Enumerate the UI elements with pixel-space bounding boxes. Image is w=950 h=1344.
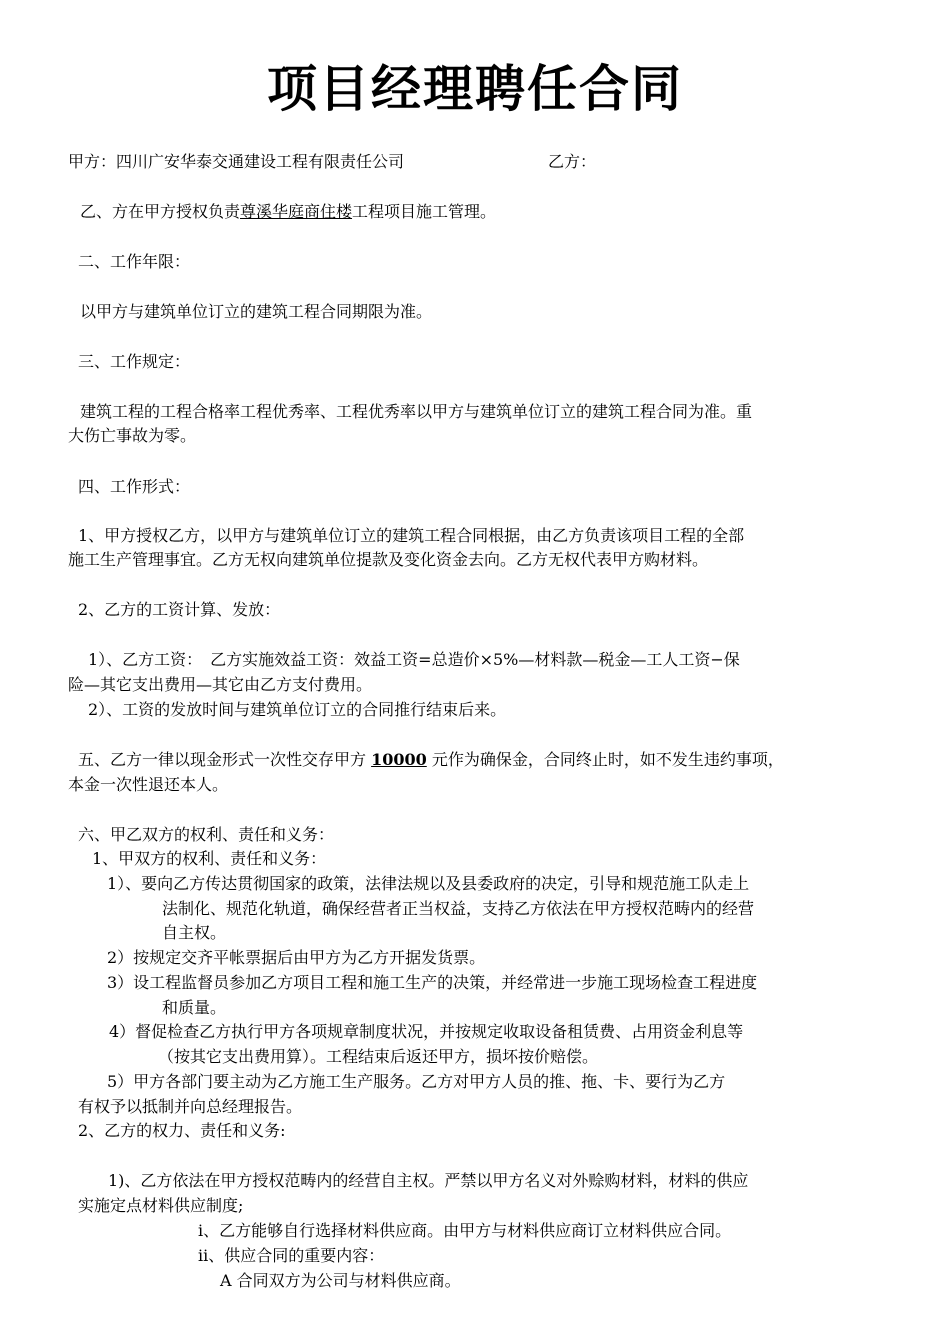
- section-2-body: 以甲方与建筑单位订立的建筑工程合同期限为准。: [80, 302, 433, 321]
- document-title: 项目经理聘任合同: [267, 60, 683, 118]
- section-6-b-ii: ⅱ、供应合同的重要内容：: [198, 1246, 385, 1265]
- section-4-item1-line1: 1、甲方授权乙方，以甲方与建筑单位订立的建筑工程合同根据，由乙方负责该项目工程的全部: [78, 526, 745, 545]
- section-6-b-i: ⅰ、乙方能够自行选择材料供应商。由甲方与材料供应商订立材料供应合同。: [198, 1221, 732, 1240]
- section-6-b-title: 2、乙方的权力、责任和义务:: [78, 1121, 286, 1140]
- section-6-a-2: 2）按规定交齐平帐票据后由甲方为乙方开据发货票。: [107, 948, 486, 967]
- section-4-item2-1-line1: 1）、乙方工资： 乙方实施效益工资：效益工资=总造价×5%—材料款—税金—工人工资−保: [88, 650, 740, 669]
- section-5-line1: [78, 749, 784, 771]
- section-3-title: 三、工作规定：: [78, 352, 191, 371]
- section-6-a-1-line3: 自主权。: [162, 923, 227, 942]
- section-6-a-1-line2: 法制化、规范化轨道，确保经营者正当权益，支持乙方依法在甲方授权范畴内的经营: [162, 899, 755, 918]
- section-4-item1-line2: 施工生产管理事宜。乙方无权向建筑单位提款及变化资金去向。乙方无权代表甲方购材料。: [68, 550, 709, 569]
- section-2-title: 二、工作年限：: [78, 252, 191, 271]
- section-6-b-1-line1: 1)、乙方依法在甲方授权范畴内的经营自主权。严禁以甲方名义对外赊购材料，材料的供应: [108, 1171, 749, 1190]
- party-b: 乙方：: [548, 152, 597, 171]
- deposit-amount: 10000: [371, 750, 427, 769]
- section-6-b-A: A 合同双方为公司与材料供应商。: [220, 1271, 461, 1290]
- section-6-a-5-line2: 有权予以抵制并向总经理报告。: [78, 1097, 303, 1116]
- section-6-a-4-line2: （按其它支出费用算）。工程结束后返还甲方，损坏按价赔偿。: [158, 1047, 599, 1066]
- section-6-a-1-line1: 1）、要向乙方传达贯彻国家的政策，法律法规以及县委政府的决定，引导和规范施工队走上: [107, 874, 750, 893]
- scope-suffix: 工程项目施工管理。: [352, 202, 497, 221]
- section-5-line2: 本金一次性退还本人。: [68, 775, 229, 794]
- scope-prefix: 乙、方在甲方授权负责: [80, 202, 241, 221]
- section-5-suffix: 元作为确保金，合同终止时，如不发生违约事项，: [426, 750, 784, 769]
- project-name: 尊溪华庭商住楼: [240, 202, 353, 221]
- section-3-body-line2: 大伤亡事故为零。: [68, 426, 197, 445]
- section-4-item2-2: 2）、工资的发放时间与建筑单位订立的合同推行结束后来。: [88, 700, 507, 719]
- section-6-b-1-line2: 实施定点材料供应制度;: [78, 1196, 244, 1215]
- section-6-title: 六、甲乙双方的权利、责任和义务：: [78, 825, 335, 844]
- section-6-a-5-line1: 5）甲方各部门要主动为乙方施工生产服务。乙方对甲方人员的推、拖、卡、要行为乙方: [107, 1072, 726, 1091]
- section-4-item2-1-line2: 险—其它支出费用—其它由乙方支付费用。: [68, 675, 373, 694]
- section-6-a-4-line1: 4）督促检查乙方执行甲方各项规章制度状况，并按规定收取设备租赁费、占用资金利息等: [109, 1022, 744, 1041]
- section-3-body-line1: 建筑工程的工程合格率工程优秀率、工程优秀率以甲方与建筑单位订立的建筑工程合同为准。重: [80, 402, 753, 421]
- section-5-prefix: 五、乙方一律以现金形式一次性交存甲方: [78, 750, 372, 769]
- section-4-item2-title: 2、乙方的工资计算、发放：: [78, 600, 281, 619]
- section-6-a-3-line2: 和质量。: [162, 998, 227, 1017]
- scope-line: [80, 201, 496, 223]
- section-6-a-3-line1: 3）设工程监督员参加乙方项目工程和施工生产的决策，并经常进一步施工现场检查工程进度: [107, 973, 758, 992]
- section-6-a-title: 1、甲双方的权利、责任和义务：: [92, 849, 327, 868]
- section-4-title: 四、工作形式：: [78, 477, 191, 496]
- party-a: 甲方：四川广安华泰交通建设工程有限责任公司: [68, 152, 405, 171]
